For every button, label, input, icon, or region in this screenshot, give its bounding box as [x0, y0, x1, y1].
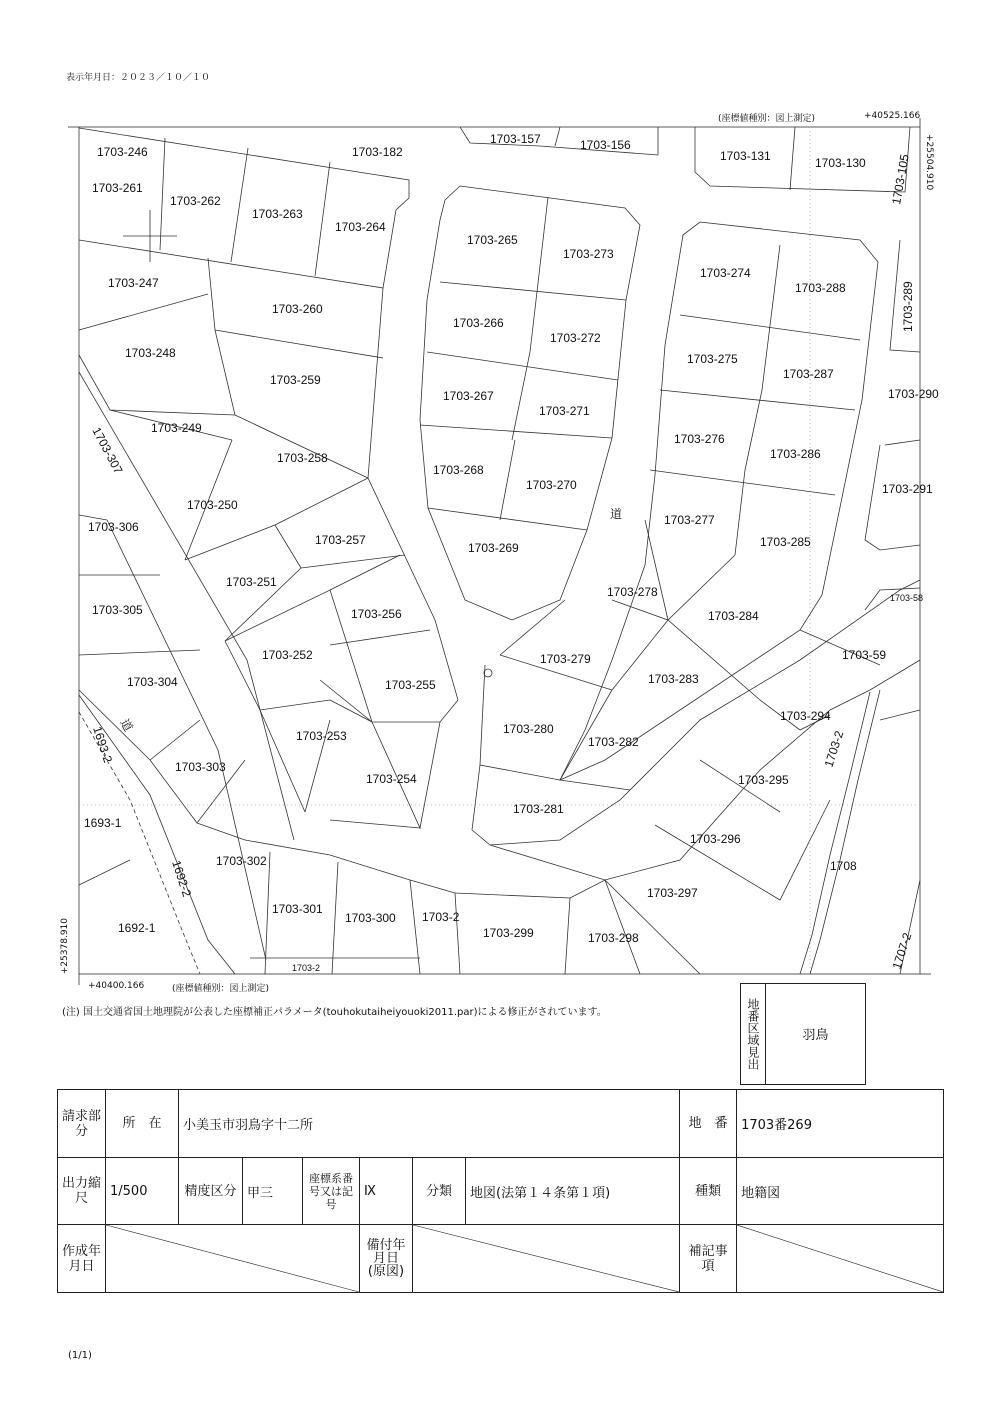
lot-label: 1703-275 [687, 352, 738, 366]
lot-label: 1692-2 [169, 858, 195, 899]
scale-label: 出力縮尺 [58, 1158, 106, 1225]
lot-label: 1703-300 [345, 911, 396, 925]
coord-note-top: (座標値種別：図上測定) [718, 114, 816, 124]
lot-label: 1703-299 [483, 926, 534, 940]
road-label: 道 [610, 507, 623, 521]
created-value [106, 1225, 360, 1293]
coord-bottom-left-x: +40400.166 [88, 981, 145, 991]
lot-label: 1703-248 [125, 346, 176, 360]
lot-label: 1703-295 [738, 773, 789, 787]
chiban-value: 1703番269 [737, 1090, 944, 1158]
notes-value [737, 1225, 944, 1293]
footnote: (注) 国土交通省国土地理院が公表した座標補正パラメータ(touhokutaiheiyouoki2011.par)による修正がされています。 [62, 1007, 607, 1018]
lot-label: 1703-105 [889, 153, 912, 206]
lot-label: 1703-269 [468, 541, 519, 555]
area-heading-label: 地番区域見出 [741, 984, 766, 1084]
lot-label: 1703-306 [88, 520, 139, 534]
lot-label: 1703-267 [443, 389, 494, 403]
lot-label: 1703-263 [252, 207, 303, 221]
lot-label: 1703-265 [467, 233, 518, 247]
lot-label: 1703-273 [563, 247, 614, 261]
lot-label: 1703-279 [540, 652, 591, 666]
lot-label: 1703-58 [890, 593, 924, 603]
lot-label: 1703-260 [272, 302, 323, 316]
scale-value: 1/500 [106, 1158, 179, 1225]
lot-label: 1703-280 [503, 722, 554, 736]
lot-label: 1703-255 [385, 678, 436, 692]
lot-label: 1703-291 [882, 482, 933, 496]
coord-sys-label: 座標系番号又は記号 [303, 1158, 360, 1225]
kind-label: 種類 [680, 1158, 737, 1225]
lot-label: 1693-2 [90, 724, 116, 765]
lot-label: 1703-250 [187, 498, 238, 512]
lot-label: 1703-2 [292, 963, 321, 973]
lot-label: 1703-259 [270, 373, 321, 387]
lot-label: 1703-277 [664, 513, 715, 527]
provided-value [413, 1225, 680, 1293]
lot-label: 1703-286 [770, 447, 821, 461]
lot-label: 1703-249 [151, 421, 202, 435]
lot-label: 1703-284 [708, 609, 759, 623]
lot-label: 1703-272 [550, 331, 601, 345]
coord-sys-value: Ⅸ [360, 1158, 413, 1225]
lot-label: 1703-252 [262, 648, 313, 662]
lot-label: 1707-2 [889, 931, 915, 971]
lot-label: 1703-281 [513, 802, 564, 816]
loc-label: 所 在 [106, 1090, 179, 1158]
lot-label: 1703-251 [226, 575, 277, 589]
lot-label: 1703-130 [815, 156, 866, 170]
lot-label: 1703-157 [490, 132, 541, 146]
lot-label: 1703-278 [607, 585, 658, 599]
display-date: 表示年月日：２０２３／１０／１０ [66, 73, 211, 83]
req-label: 請求部分 [58, 1090, 106, 1158]
loc-value: 小美玉市羽鳥字十二所 [179, 1090, 680, 1158]
kind-value: 地籍図 [737, 1158, 944, 1225]
coord-top-right-x: +40525.166 [864, 111, 921, 121]
survey-point-icon [484, 669, 492, 677]
lot-label: 1703-271 [539, 404, 590, 418]
page-number: (1/1) [68, 1350, 92, 1361]
chiban-label: 地 番 [680, 1090, 737, 1158]
lot-label: 1692-1 [118, 921, 156, 935]
lot-label: 1703-131 [720, 149, 771, 163]
lot-label: 1703-289 [901, 281, 915, 332]
lot-label: 1703-182 [352, 145, 403, 159]
lot-label: 1703-270 [526, 478, 577, 492]
lot-label: 1703-254 [366, 772, 417, 786]
coord-note-bottom: (座標値種別：図上測定) [172, 984, 270, 994]
lot-label: 1703-288 [795, 281, 846, 295]
lot-label: 1703-258 [277, 451, 328, 465]
lot-label: 1703-283 [648, 672, 699, 686]
area-heading-box [740, 983, 866, 1085]
lot-label: 1703-262 [170, 194, 221, 208]
lot-label: 1703-302 [216, 854, 267, 868]
lot-label: 1703-268 [433, 463, 484, 477]
lot-label: 1703-257 [315, 533, 366, 547]
lot-label: 1703-2 [821, 729, 847, 769]
lot-label: 1703-276 [674, 432, 725, 446]
lot-label: 1703-247 [108, 276, 159, 290]
lot-label: 1703-290 [888, 387, 939, 401]
lot-label: 1703-2 [422, 910, 460, 924]
lot-label: 1708 [830, 859, 857, 873]
lot-label: 1703-297 [647, 886, 698, 900]
lot-label: 1703-304 [127, 675, 178, 689]
created-label: 作成年月日 [58, 1225, 106, 1293]
lot-label: 1703-59 [842, 648, 887, 662]
area-heading-value: 羽鳥 [802, 1028, 829, 1043]
lot-label: 1693-1 [84, 816, 122, 830]
lot-label: 1703-298 [588, 931, 639, 945]
lot-label: 1703-296 [690, 832, 741, 846]
lot-label: 1703-305 [92, 603, 143, 617]
coord-left-y: +25378.910 [60, 918, 70, 975]
lot-label: 1703-301 [272, 902, 323, 916]
lot-label: 1703-285 [760, 535, 811, 549]
precision-value: 甲三 [243, 1158, 303, 1225]
lot-label: 1703-266 [453, 316, 504, 330]
lot-label: 1703-261 [92, 181, 143, 195]
notes-label: 補記事項 [680, 1225, 737, 1293]
provided-label: 備付年月日(原図) [360, 1225, 413, 1293]
lot-label: 1703-303 [175, 760, 226, 774]
class-label: 分類 [413, 1158, 466, 1225]
lot-label: 1703-156 [580, 138, 631, 152]
lot-label: 1703-264 [335, 220, 386, 234]
road-label: 道 [117, 716, 136, 734]
lot-label: 1703-294 [780, 709, 831, 723]
class-value: 地図(法第１４条第１項) [466, 1158, 680, 1225]
lot-label: 1703-246 [97, 145, 148, 159]
lot-label: 1703-287 [783, 367, 834, 381]
lot-label: 1703-256 [351, 607, 402, 621]
lot-label: 1703-307 [89, 424, 126, 477]
coord-right-y: +25504.910 [924, 134, 934, 191]
precision-label: 精度区分 [179, 1158, 243, 1225]
lot-label: 1703-282 [588, 735, 639, 749]
info-table [57, 1089, 944, 1293]
lot-label: 1703-253 [296, 729, 347, 743]
lot-label: 1703-274 [700, 266, 751, 280]
